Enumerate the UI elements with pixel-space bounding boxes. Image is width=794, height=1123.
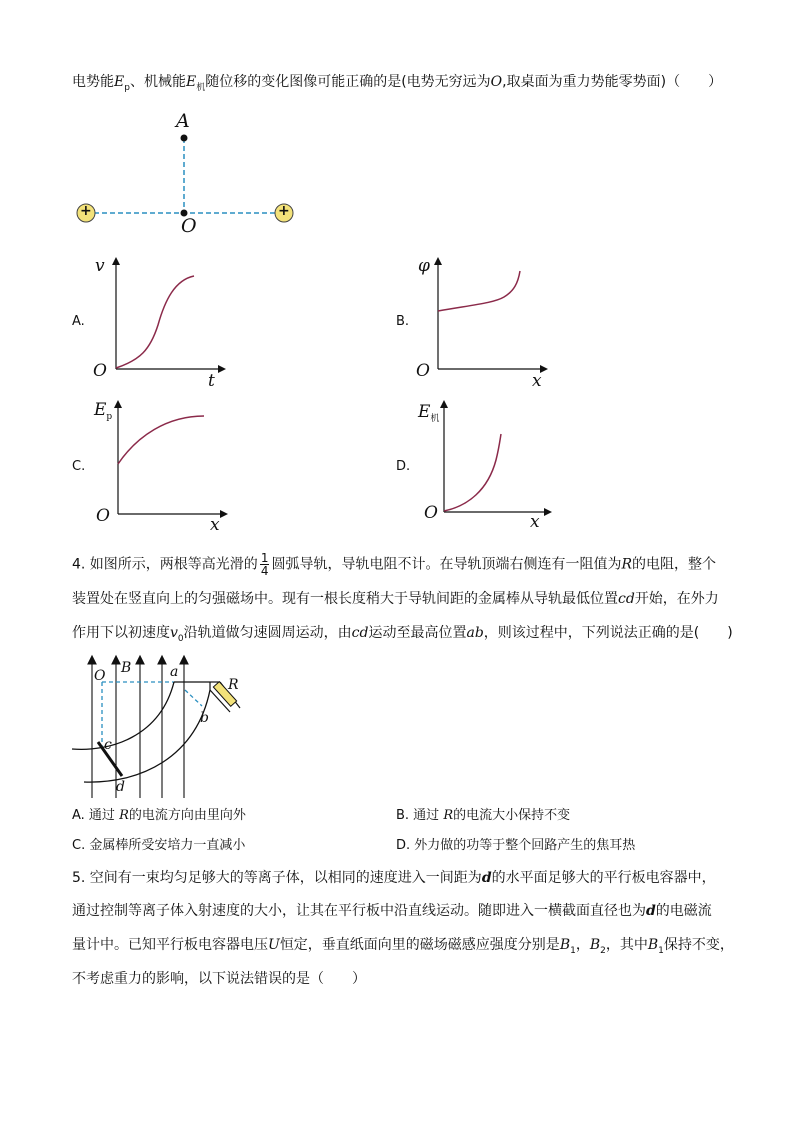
fig4-label-b: b	[200, 710, 209, 726]
fraction-quarter: $\frac{1}{4}$	[260, 551, 269, 578]
q3-stem: 电势能$E_p$、机械能$E_机$随位移的变化图像可能正确的是(电势无穷远为O,取桌面为重力势能零势面)（ ）	[72, 74, 723, 93]
fig4-label-b-field: B	[121, 660, 132, 676]
option-c-label: C.	[72, 459, 86, 474]
fig4-label-c: c	[104, 737, 112, 753]
q4-option-c: C. 金属棒所受安培力一直减小	[72, 838, 246, 853]
q5-line2: 通过控制等离子体入射速度的大小，让其在平行板中沿直线运动。随即进入一横截面直径也为d的电磁流	[72, 903, 712, 919]
point-a-label: A	[176, 110, 190, 132]
graph-b-origin: O	[416, 361, 430, 381]
graph-d	[438, 398, 558, 520]
option-a-label: A.	[72, 314, 85, 329]
graph-b-xlabel: x	[532, 371, 542, 391]
graph-a	[110, 255, 230, 375]
option-b-label: B.	[396, 314, 410, 329]
charge-sign-left: +	[80, 203, 92, 219]
q4-line3: 作用下以初速度$v_0$沿轨道做匀速圆周运动，由cd运动至最高位置ab，则该过程中，下列说法正确的是( )	[72, 625, 733, 644]
fig4-label-d: d	[116, 779, 125, 795]
q4-option-a: A. 通过 R的电流方向由里向外	[72, 808, 246, 823]
graph-d-xlabel: x	[530, 512, 540, 532]
graph-b-ylabel: φ	[418, 256, 430, 276]
charge-sign-right: +	[278, 203, 290, 219]
graph-c-xlabel: x	[210, 515, 220, 535]
q5-line4: 不考虑重力的影响，以下说法错误的是（ ）	[72, 971, 366, 987]
fig4-label-r: R	[228, 677, 239, 693]
graph-c-ylabel: $E_p$	[94, 400, 113, 422]
graph-a-origin: O	[93, 361, 107, 381]
graph-b	[432, 255, 552, 375]
graph-c	[112, 398, 232, 520]
graph-a-xlabel: t	[208, 371, 215, 391]
q5-line3: 量计中。已知平行板电容器电压U恒定，垂直纸面向里的磁场磁感应强度分别是$B_1$，$B_2$，其中$B_1$保持不变，	[72, 937, 734, 956]
point-o-label: O	[181, 215, 197, 237]
q4-line2: 装置处在竖直向上的匀强磁场中。现有一根长度稍大于导轨间距的金属棒从导轨最低位置cd开始，在外力	[72, 591, 719, 607]
q4-option-d: D. 外力做的功等于整个回路产生的焦耳热	[396, 838, 636, 853]
graph-a-ylabel: v	[95, 256, 105, 276]
graph-d-ylabel: $E_机$	[418, 402, 440, 424]
q4-option-b: B. 通过 R的电流大小保持不变	[396, 808, 571, 823]
fig4-label-a: a	[170, 664, 179, 680]
fig4-label-o: O	[94, 668, 106, 684]
graph-d-origin: O	[424, 503, 438, 523]
option-d-label: D.	[396, 459, 411, 474]
graph-c-origin: O	[96, 506, 110, 526]
q5-line1: 5. 空间有一束均匀足够大的等离子体，以相同的速度进入一间距为d的水平面足够大的平行板电容器中，	[72, 870, 716, 886]
q4-line1: 4. 如图所示，两根等高光滑的 $\frac{1}{4}$ 圆弧导轨，导轨电阻不计。在导轨顶端右侧连有一阻值为R的电阻，整个	[72, 551, 716, 578]
